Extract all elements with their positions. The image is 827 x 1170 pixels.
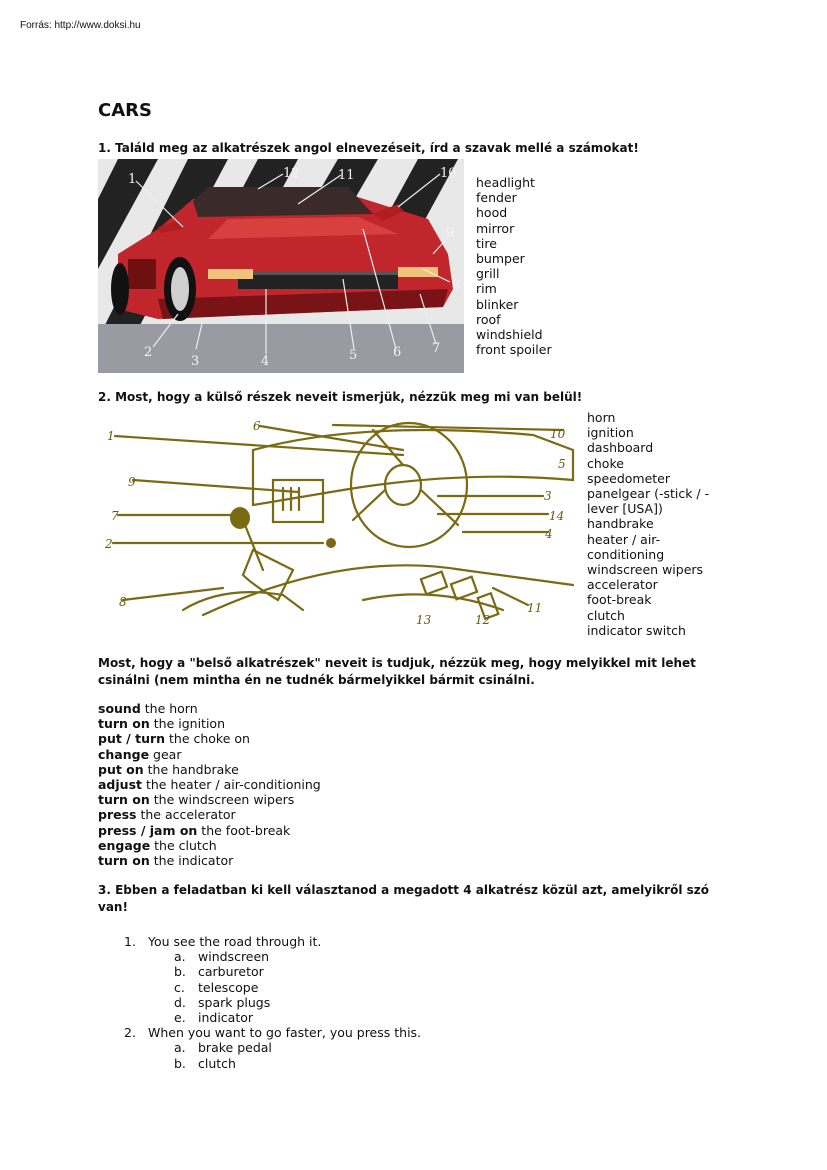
list-item — [98, 838, 321, 853]
car-callout-2: 2 — [144, 345, 153, 360]
action-verb: change — [98, 746, 150, 762]
car-callout-7: 7 — [432, 341, 441, 356]
list-item: fender — [476, 190, 517, 206]
option-list — [148, 1040, 421, 1070]
car-callout-6: 6 — [393, 345, 402, 360]
callout-lines — [113, 426, 548, 605]
list-item: choke — [587, 455, 624, 471]
action-object: the heater / air-conditioning — [141, 777, 321, 793]
quiz-option[interactable] — [174, 964, 421, 979]
interior-callout-5: 5 — [558, 457, 566, 471]
action-verb: press / jam on — [98, 822, 198, 838]
action-object: the accelerator — [136, 807, 236, 823]
option-letter: b. — [174, 1055, 186, 1071]
action-object: gear — [149, 746, 182, 762]
list-item: front spoiler — [476, 342, 552, 358]
action-object: the foot-break — [197, 822, 291, 838]
brake-pedal — [451, 577, 477, 600]
interior-callout-1: 1 — [107, 429, 115, 443]
interior-callout-7: 7 — [111, 509, 119, 523]
task2-heading: 2. Most, hogy a külső részek neveit ismerjük, nézzük meg mi van belül! — [98, 390, 583, 404]
task3-heading: 3. Ebben a feladatban ki kell választanod a megadott 4 alkatrész közül azt, amelyikről szó van! — [98, 883, 709, 914]
list-item: ignition — [587, 425, 634, 441]
quiz-question — [124, 1025, 421, 1071]
gear-stick — [243, 520, 263, 570]
action-verb: turn on — [98, 853, 150, 869]
option-text: carburetor — [198, 964, 264, 980]
car-callout-5: 5 — [349, 348, 358, 363]
action-verb: put / turn — [98, 731, 166, 747]
car-callout-4: 4 — [261, 354, 270, 369]
question-text: When you want to go faster, you press this. — [148, 1025, 422, 1041]
list-item: panelgear (-stick / -lever [USA]) — [587, 486, 710, 517]
list-item — [98, 792, 321, 807]
list-item: tire — [476, 235, 497, 251]
option-letter: a. — [174, 1040, 186, 1056]
list-item — [98, 762, 321, 777]
option-list — [148, 949, 421, 1025]
list-item: hood — [476, 205, 508, 221]
clutch-pedal — [421, 572, 447, 595]
list-item: bumper — [476, 251, 525, 267]
list-item — [98, 716, 321, 731]
quiz-option[interactable] — [174, 949, 421, 964]
list-item: mirror — [476, 220, 515, 236]
interior-callout-9: 9 — [128, 475, 136, 489]
action-verb: turn on — [98, 792, 150, 808]
car-illustration — [98, 159, 464, 373]
action-verb: adjust — [98, 777, 142, 793]
interior-callout-4: 4 — [545, 527, 553, 541]
list-item — [98, 823, 321, 838]
option-text: telescope — [198, 979, 259, 995]
list-item: windscreen wipers — [587, 562, 704, 578]
question-text: You see the road through it. — [148, 934, 322, 949]
list-item: rim — [476, 281, 497, 297]
action-verb: turn on — [98, 716, 150, 732]
quiz-option[interactable] — [174, 1040, 421, 1055]
choke-knob — [326, 538, 336, 548]
action-object: the horn — [140, 701, 198, 716]
quiz-option[interactable] — [174, 1010, 421, 1025]
list-item: windshield — [476, 327, 543, 343]
quiz-question — [124, 934, 421, 1025]
list-item — [98, 777, 321, 792]
list-item: roof — [476, 311, 501, 327]
interior-callout-11: 11 — [527, 601, 543, 615]
steering-hub — [385, 465, 421, 505]
list-item — [98, 853, 321, 868]
list-item: foot-break — [587, 592, 652, 608]
option-text: brake pedal — [198, 1040, 272, 1056]
option-text: spark plugs — [198, 994, 271, 1010]
action-object: the indicator — [149, 853, 234, 869]
list-item: accelerator — [587, 577, 658, 593]
option-letter: a. — [174, 949, 186, 965]
action-verb: put on — [98, 761, 144, 777]
floor-tunnel — [203, 565, 573, 615]
option-letter: d. — [174, 994, 186, 1010]
action-object: the windscreen wipers — [149, 792, 295, 808]
interior-callout-13: 13 — [416, 613, 432, 627]
interior-callout-6: 6 — [253, 419, 261, 433]
car-callout-8: 8 — [452, 278, 461, 293]
action-object: the ignition — [149, 716, 225, 732]
list-item — [98, 731, 321, 746]
handbrake — [183, 592, 303, 610]
page-title: CARS — [98, 100, 152, 121]
option-text: indicator — [198, 1010, 254, 1026]
source-note: Forrás: http://www.doksi.hu — [20, 20, 141, 31]
interior-callout-2: 2 — [105, 537, 113, 551]
question-number: 2. — [124, 1025, 136, 1041]
option-letter: e. — [174, 1010, 186, 1026]
action-verb: sound — [98, 701, 141, 716]
interior-callout-12: 12 — [475, 613, 491, 627]
exterior-word-list — [476, 175, 552, 357]
list-item: dashboard — [587, 440, 654, 456]
option-letter: b. — [174, 964, 186, 980]
option-text: clutch — [198, 1055, 236, 1071]
list-item: blinker — [476, 296, 519, 312]
action-object: the clutch — [150, 837, 217, 853]
action-object: the choke on — [165, 731, 250, 747]
action-verb: press — [98, 807, 137, 823]
list-item: clutch — [587, 607, 625, 623]
list-item: grill — [476, 266, 500, 282]
interior-callout-14: 14 — [549, 509, 565, 523]
list-item: handbrake — [587, 516, 654, 532]
action-object: the handbrake — [143, 761, 239, 777]
action-list — [98, 701, 321, 868]
task-actions-heading: Most, hogy a "belső alkatrészek" neveit is tudjuk, nézzük meg, hogy melyikkel mit lehet csinálni (nem mintha én ne tudnék bármelyikkel bármit csinálni. — [98, 656, 696, 687]
quiz-option[interactable] — [174, 1056, 421, 1071]
interior-word-list — [587, 410, 727, 638]
list-item: speedometer — [587, 470, 671, 486]
list-item — [98, 701, 321, 716]
task1-heading: 1. Találd meg az alkatrészek angol elnevezéseit, írd a szavak mellé a számokat! — [98, 141, 639, 155]
option-text: windscreen — [198, 949, 270, 965]
road-surface — [98, 324, 464, 373]
list-item: indicator switch — [587, 622, 686, 638]
list-item: heater / air-conditioning — [587, 531, 665, 562]
list-item: headlight — [476, 175, 535, 190]
list-item — [98, 807, 321, 822]
list-item — [98, 747, 321, 762]
interior-callout-8: 8 — [119, 595, 127, 609]
car-callout-10: 10 — [440, 166, 457, 181]
car-callout-3: 3 — [191, 354, 200, 369]
gear-knob — [230, 507, 250, 529]
quiz-option[interactable] — [174, 995, 421, 1010]
question-number: 1. — [124, 934, 136, 949]
car-callout-1: 1 — [128, 172, 137, 187]
action-verb: engage — [98, 837, 151, 853]
quiz-list — [124, 934, 421, 1071]
interior-illustration — [103, 410, 583, 628]
list-item: horn — [587, 410, 616, 425]
interior-callout-3: 3 — [544, 489, 552, 503]
quiz-option[interactable] — [174, 980, 421, 995]
car-callout-12: 12 — [283, 166, 300, 181]
car-callout-9: 9 — [446, 226, 455, 241]
car-callout-11: 11 — [338, 168, 355, 183]
interior-callout-10: 10 — [550, 427, 566, 441]
option-letter: c. — [174, 979, 185, 995]
